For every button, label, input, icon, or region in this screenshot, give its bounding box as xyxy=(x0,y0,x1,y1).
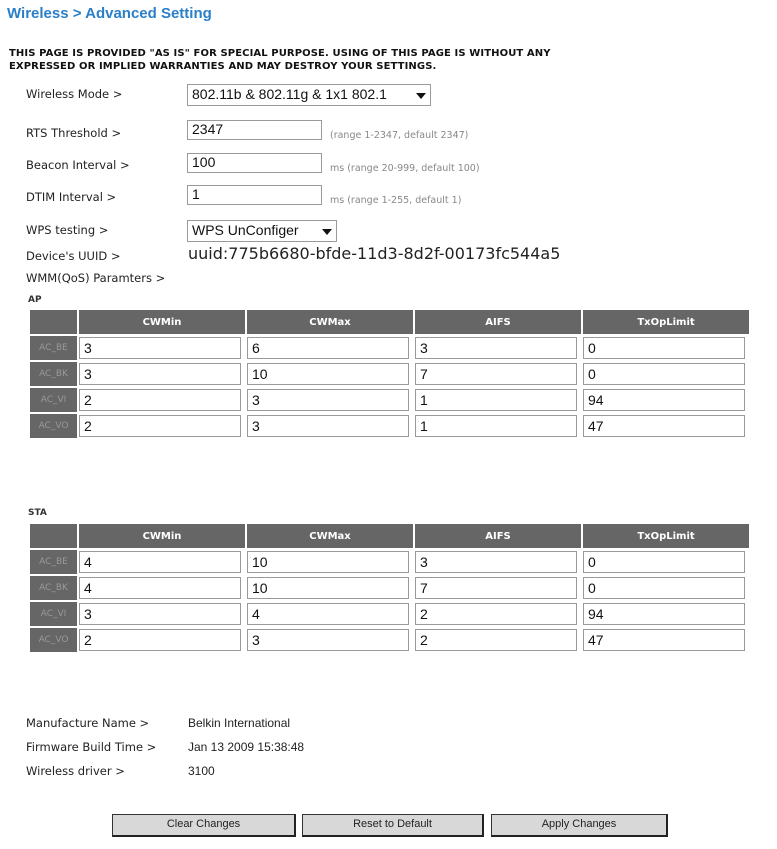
sta-bk-cwmin-input[interactable]: 4 xyxy=(79,577,241,599)
sta-row-label: AC_VO xyxy=(30,628,77,652)
ap-vo-cwmin-input[interactable]: 2 xyxy=(79,415,241,437)
rts-threshold-hint: (range 1-2347, default 2347) xyxy=(330,130,469,141)
sta-be-cwmin-input[interactable]: 4 xyxy=(79,551,241,573)
table-row xyxy=(30,602,749,626)
wps-testing-value: WPS UnConfiger xyxy=(192,222,299,238)
chevron-down-icon xyxy=(322,229,332,235)
ap-be-txoplimit-input[interactable]: 0 xyxy=(583,337,745,359)
sta-row-label: AC_BK xyxy=(30,576,77,600)
ap-row-label: AC_VI xyxy=(30,388,77,412)
ap-be-cwmax-input[interactable]: 6 xyxy=(247,337,409,359)
sta-vi-cwmax-input[interactable]: 4 xyxy=(247,603,409,625)
sta-row-label: AC_BE xyxy=(30,550,77,574)
device-uuid-label: Device's UUID > xyxy=(26,249,121,263)
ap-header-row xyxy=(30,310,749,334)
warning-line-2: EXPRESSED OR IMPLIED WARRANTIES AND MAY DESTROY YOUR SETTINGS. xyxy=(9,61,437,72)
wps-testing-label: WPS testing > xyxy=(26,223,109,237)
sta-qos-table xyxy=(28,522,751,654)
sta-bk-cwmax-input[interactable]: 10 xyxy=(247,577,409,599)
ap-vi-cwmax-input[interactable]: 3 xyxy=(247,389,409,411)
ap-vi-txoplimit-input[interactable]: 94 xyxy=(583,389,745,411)
wireless-mode-value: 802.11b & 802.11g & 1x1 802.1 xyxy=(192,86,387,102)
sta-vi-aifs-input[interactable]: 2 xyxy=(415,603,577,625)
wireless-mode-label: Wireless Mode > xyxy=(26,87,123,101)
sta-vo-aifs-input[interactable]: 2 xyxy=(415,629,577,651)
sta-vi-cwmin-input[interactable]: 3 xyxy=(79,603,241,625)
ap-row-label: AC_BE xyxy=(30,336,77,360)
table-row xyxy=(30,362,749,386)
sta-be-txoplimit-input[interactable]: 0 xyxy=(583,551,745,573)
sta-be-aifs-input[interactable]: 3 xyxy=(415,551,577,573)
clear-changes-button[interactable]: Clear Changes xyxy=(112,814,296,837)
ap-vi-cwmin-input[interactable]: 2 xyxy=(79,389,241,411)
page-title: Wireless > Advanced Setting xyxy=(7,5,212,22)
sta-section-label: STA xyxy=(28,508,47,518)
ap-qos-table xyxy=(28,308,751,440)
rts-threshold-label: RTS Threshold > xyxy=(26,126,122,140)
table-row xyxy=(30,414,749,438)
ap-bk-aifs-input[interactable]: 7 xyxy=(415,363,577,385)
ap-vi-aifs-input[interactable]: 1 xyxy=(415,389,577,411)
ap-header-txoplimit: TxOpLimit xyxy=(583,310,749,334)
wireless-mode-select[interactable] xyxy=(187,84,431,106)
sta-row-label: AC_VI xyxy=(30,602,77,626)
manufacture-name-label: Manufacture Name > xyxy=(26,716,150,730)
beacon-interval-label: Beacon Interval > xyxy=(26,158,130,172)
reset-to-default-button[interactable]: Reset to Default xyxy=(302,814,484,837)
beacon-interval-hint: ms (range 20-999, default 100) xyxy=(330,163,480,174)
dtim-interval-input[interactable]: 1 xyxy=(187,185,322,205)
sta-be-cwmax-input[interactable]: 10 xyxy=(247,551,409,573)
ap-row-label: AC_VO xyxy=(30,414,77,438)
warning-text xyxy=(9,47,551,73)
ap-bk-txoplimit-input[interactable]: 0 xyxy=(583,363,745,385)
warning-line-1: THIS PAGE IS PROVIDED "AS IS" FOR SPECIAL PURPOSE. USING OF THIS PAGE IS WITHOUT ANY xyxy=(9,48,551,59)
chevron-down-icon xyxy=(416,93,426,99)
beacon-interval-input[interactable]: 100 xyxy=(187,153,322,173)
dtim-interval-hint: ms (range 1-255, default 1) xyxy=(330,195,462,206)
wmm-params-label: WMM(QoS) Paramters > xyxy=(26,271,166,285)
table-row xyxy=(30,628,749,652)
firmware-build-time-value: Jan 13 2009 15:38:48 xyxy=(188,740,305,754)
manufacture-name-value: Belkin International xyxy=(188,716,291,730)
ap-section-label: AP xyxy=(28,295,42,305)
ap-header-corner xyxy=(30,310,77,334)
sta-vo-cwmin-input[interactable]: 2 xyxy=(79,629,241,651)
sta-vo-txoplimit-input[interactable]: 47 xyxy=(583,629,745,651)
ap-header-cwmin: CWMin xyxy=(79,310,245,334)
rts-threshold-input[interactable]: 2347 xyxy=(187,120,322,140)
sta-vi-txoplimit-input[interactable]: 94 xyxy=(583,603,745,625)
ap-header-cwmax: CWMax xyxy=(247,310,413,334)
table-row xyxy=(30,336,749,360)
dtim-interval-label: DTIM Interval > xyxy=(26,190,117,204)
ap-be-aifs-input[interactable]: 3 xyxy=(415,337,577,359)
sta-vo-cwmax-input[interactable]: 3 xyxy=(247,629,409,651)
device-uuid-value: uuid:775b6680-bfde-11d3-8d2f-00173fc544a5 xyxy=(188,244,561,263)
table-row xyxy=(30,550,749,574)
firmware-build-time-label: Firmware Build Time > xyxy=(26,740,157,754)
table-row xyxy=(30,388,749,412)
ap-be-cwmin-input[interactable]: 3 xyxy=(79,337,241,359)
sta-bk-txoplimit-input[interactable]: 0 xyxy=(583,577,745,599)
sta-header-row xyxy=(30,524,749,548)
sta-header-cwmax: CWMax xyxy=(247,524,413,548)
ap-bk-cwmax-input[interactable]: 10 xyxy=(247,363,409,385)
wireless-driver-label: Wireless driver > xyxy=(26,764,125,778)
table-row xyxy=(30,576,749,600)
wps-testing-select[interactable] xyxy=(187,220,337,242)
apply-changes-button[interactable]: Apply Changes xyxy=(491,814,668,837)
ap-header-aifs: AIFS xyxy=(415,310,581,334)
wireless-driver-value: 3100 xyxy=(188,764,215,778)
ap-vo-aifs-input[interactable]: 1 xyxy=(415,415,577,437)
sta-header-txoplimit: TxOpLimit xyxy=(583,524,749,548)
ap-vo-cwmax-input[interactable]: 3 xyxy=(247,415,409,437)
ap-bk-cwmin-input[interactable]: 3 xyxy=(79,363,241,385)
sta-header-aifs: AIFS xyxy=(415,524,581,548)
ap-row-label: AC_BK xyxy=(30,362,77,386)
sta-header-cwmin: CWMin xyxy=(79,524,245,548)
sta-header-corner xyxy=(30,524,77,548)
ap-vo-txoplimit-input[interactable]: 47 xyxy=(583,415,745,437)
sta-bk-aifs-input[interactable]: 7 xyxy=(415,577,577,599)
